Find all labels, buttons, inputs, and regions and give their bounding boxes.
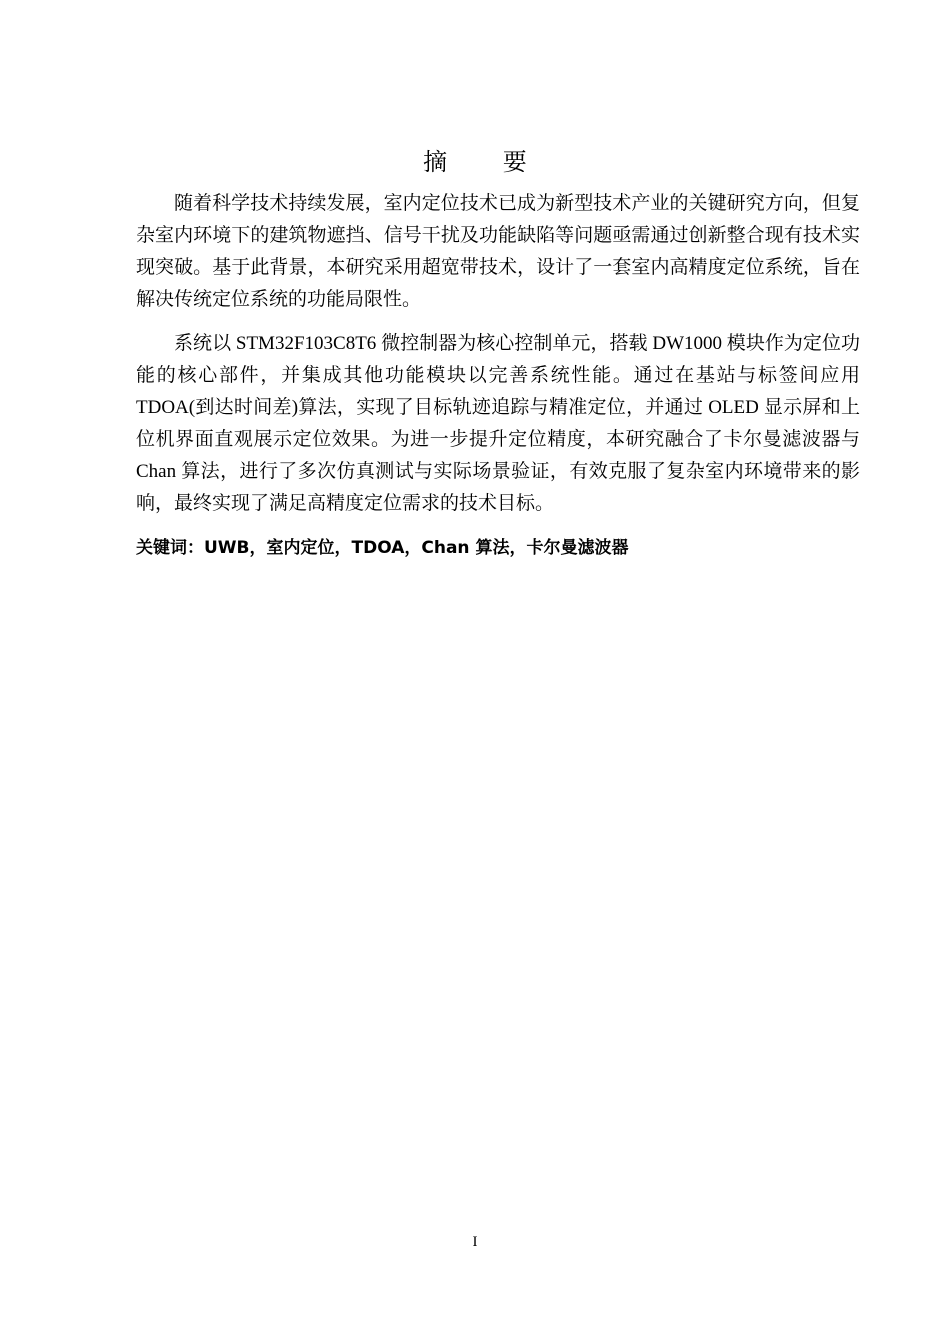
abstract-paragraph-2: 系统以 STM32F103C8T6 微控制器为核心控制单元，搭载 DW1000 模块作为定位功能的核心部件，并集成其他功能模块以完善系统性能。通过在基站与标签间应用 TDOA(到达时间差)算法，实现了目标轨迹追踪与精准定位，并通过 OLED 显示屏和上位机界面直观展示定位效果。为进一步提升定位精度，本研究融合了卡尔曼滤波器与 Chan 算法，进行了多次仿真测试与实际场景验证，有效克服了复杂室内环境带来的影响，最终实现了满足高精度定位需求的技术目标。 — [136, 333, 860, 514]
abstract-body — [136, 188, 860, 564]
abstract-title: 摘 要 — [423, 148, 551, 176]
keywords-line — [136, 532, 860, 564]
keywords-value: UWB，室内定位，TDOA，Chan 算法，卡尔曼滤波器 — [204, 538, 629, 558]
abstract-paragraph-1: 随着科学技术持续发展，室内定位技术已成为新型技术产业的关键研究方向，但复杂室内环境下的建筑物遮挡、信号干扰及功能缺陷等问题亟需通过创新整合现有技术实现突破。基于此背景，本研究采用超宽带技术，设计了一套室内高精度定位系统，旨在解决传统定位系统的功能局限性。 — [136, 193, 860, 310]
page-number: I — [472, 1234, 478, 1250]
keywords-label: 关键词： — [136, 538, 204, 558]
